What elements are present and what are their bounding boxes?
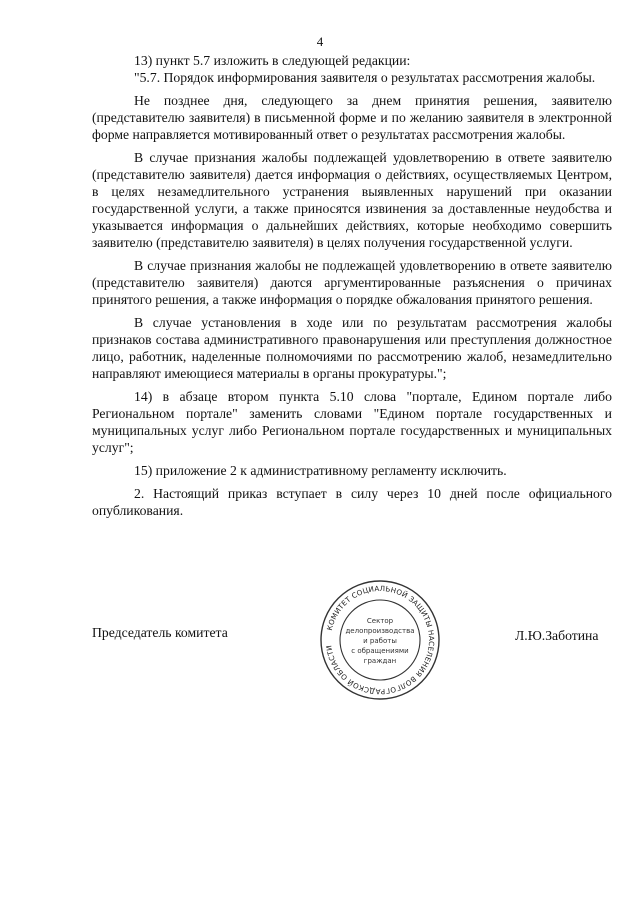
paragraph-response-deadline: Не позднее дня, следующего за днем принятия решения, заявителю (представителю заявителя) в письменной форме и по желанию заявителя в электронной форме направляется мотивированный ответ о результатах рассмотрения жалобы.	[92, 93, 612, 142]
paragraph-effective-date: 2. Настоящий приказ вступает в силу через 10 дней после официального опубликования.	[92, 486, 612, 518]
svg-text:Сектор: Сектор	[366, 617, 394, 625]
signatory-position: Председатель комитета	[92, 625, 228, 640]
svg-text:КОМИТЕТ СОЦИАЛЬНОЙ ЗАЩИТЫ НАСЕ: КОМИТЕТ СОЦИАЛЬНОЙ ЗАЩИТЫ НАСЕЛЕНИЯ ВОЛГОГРАДСКОЙ ОБЛАСТИ	[324, 583, 437, 697]
svg-text:делопроизводства: делопроизводства	[345, 627, 415, 635]
signatory-name: Л.Ю.Заботина	[515, 628, 599, 643]
svg-text:и работы: и работы	[363, 637, 397, 645]
paragraph-section-5-7-title: "5.7. Порядок информирования заявителя о результатах рассмотрения жалобы.	[134, 70, 596, 85]
paragraph-complaint-satisfied: В случае признания жалобы подлежащей удовлетворению в ответе заявителю (представителю заявителя) дается информация о действиях, осуществляемых Центром, в целях незамедлительного устранения выявленных нарушений при оказании государственной услуги, а также приносятся извинения за доставленные неудобства и указывается информация о дальнейших действиях, которые необходимо совершить заявителю (представителю заявителя) в целях получения государственной услуги.	[92, 150, 612, 250]
paragraph-item-13: 13) пункт 5.7 изложить в следующей редакции:	[134, 53, 411, 68]
paragraph-complaint-rejected: В случае признания жалобы не подлежащей удовлетворению в ответе заявителю (представителю заявителя) даются аргументированные разъяснения о причинах принятого решения, а также информация о порядке обжалования принятого решения.	[92, 258, 612, 307]
svg-text:с обращениями: с обращениями	[351, 647, 409, 655]
paragraph-violation-found: В случае установления в ходе или по результатам рассмотрения жалобы признаков состава административного правонарушения или преступления должностное лицо, работник, наделенные полномочиями по рассмотрению жалоб, незамедлительно направляют имеющиеся материалы в органы прокуратуры.";	[92, 315, 612, 381]
page-number: 4	[316, 34, 324, 49]
document-body	[92, 52, 612, 519]
paragraph-item-15: 15) приложение 2 к административному регламенту исключить.	[134, 463, 507, 478]
svg-text:граждан: граждан	[363, 657, 397, 665]
paragraph-item-14: 14) в абзаце втором пункта 5.10 слова "портале, Едином портале либо Региональном портале" заменить словами "Едином портале государственных и муниципальных услуг либо Региональном портале государственных и муниципальных услуг";	[92, 389, 612, 455]
official-stamp	[318, 578, 442, 702]
